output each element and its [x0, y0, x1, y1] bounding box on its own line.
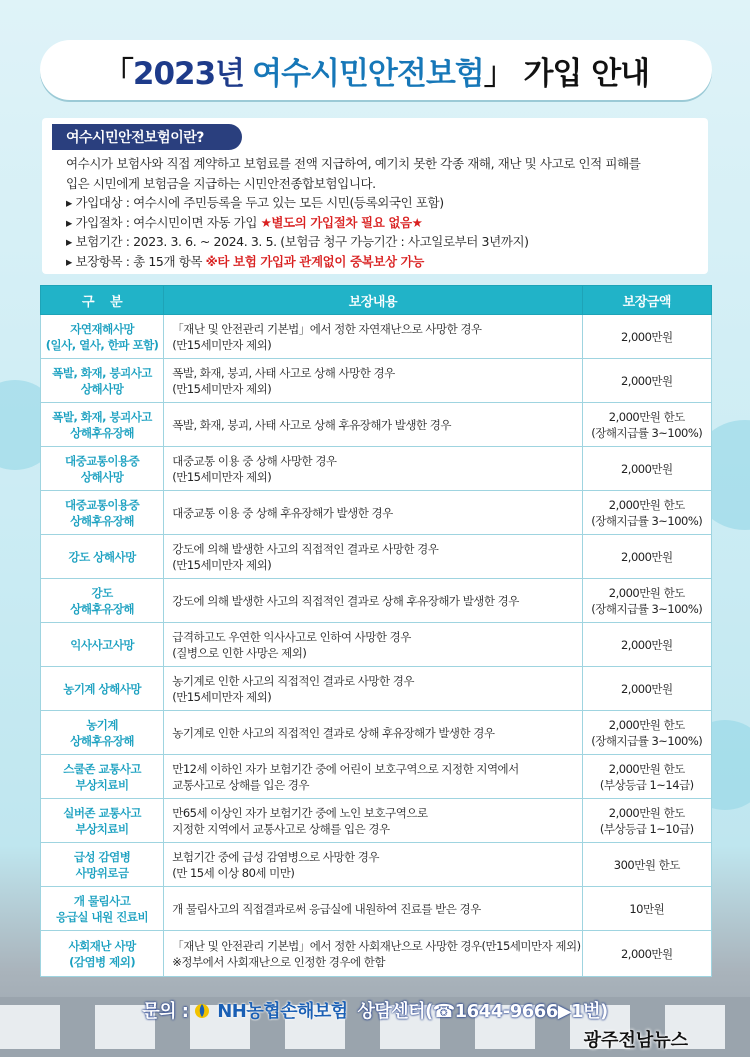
amount-cell-line: 2,000만원	[620, 681, 673, 696]
coverage-cell	[164, 799, 582, 843]
category-cell	[41, 755, 164, 799]
category-cell	[41, 843, 164, 887]
amount-cell-line: 2,000만원 한도	[608, 717, 685, 732]
table-row	[41, 799, 712, 843]
table-row	[41, 623, 712, 667]
category-cell-line: 응급실 내원 진료비	[56, 909, 149, 924]
category-cell-line: 상해후유장해	[70, 601, 134, 616]
coverage-cell-line: (만15세미만자 제외)	[172, 337, 272, 352]
category-cell-line: 상해사망	[80, 469, 124, 484]
coverage-cell	[164, 447, 582, 491]
category-cell	[41, 667, 164, 711]
category-cell	[41, 491, 164, 535]
intro-item-coverage	[66, 252, 702, 272]
amount-cell	[582, 667, 711, 711]
coverage-cell-line: 대중교통 이용 중 상해 후유장해가 발생한 경우	[172, 505, 393, 520]
category-cell	[41, 403, 164, 447]
coverage-cell	[164, 667, 582, 711]
coverage-cell	[164, 623, 582, 667]
table-row	[41, 403, 712, 447]
amount-cell-line: (부상등급 1~10급)	[599, 821, 694, 836]
category-cell-line: 대중교통이용중	[64, 453, 140, 468]
category-cell-line: 폭발, 화재, 붕괴사고	[52, 365, 152, 380]
intro-item-period: ▸ 보험기간 : 2023. 3. 6. ~ 2024. 3. 5. (보험금 청구 가능기간 : 사고일로부터 3년까지)	[66, 234, 529, 249]
amount-cell-line: 2,000만원	[620, 637, 673, 652]
coverage-cell	[164, 491, 582, 535]
table-row	[41, 711, 712, 755]
title-year: 2023년	[132, 55, 245, 92]
table-row	[41, 843, 712, 887]
category-cell-line: 사망위로금	[75, 865, 129, 880]
coverage-cell	[164, 931, 582, 977]
category-cell-line: 자연재해사망	[70, 321, 134, 336]
coverage-cell-line: 보험기간 중에 급성 감염병으로 사망한 경우	[172, 849, 379, 864]
coverage-cell-line: (만15세미만자 제외)	[172, 557, 272, 572]
coverage-cell-line: (질병으로 인한 사망은 제외)	[172, 645, 307, 660]
amount-cell-line: 2,000만원	[620, 946, 673, 961]
amount-cell	[582, 711, 711, 755]
amount-cell-line: 2,000만원	[620, 373, 673, 388]
intro-text	[66, 154, 702, 271]
amount-cell-line: 300만원 한도	[613, 857, 680, 872]
amount-cell-line: (장해지급률 3~100%)	[591, 425, 703, 440]
coverage-table	[40, 285, 712, 977]
coverage-cell	[164, 403, 582, 447]
coverage-cell-line: 교통사고로 상해를 입은 경우	[172, 777, 310, 792]
coverage-cell-line: 만12세 이하인 자가 보험기간 중에 어린이 보호구역으로 지정한 지역에서	[172, 761, 519, 776]
category-cell	[41, 711, 164, 755]
category-cell-line: 농기계 상해사망	[63, 681, 141, 696]
coverage-cell-line: 강도에 의해 발생한 사고의 직접적인 결과로 사망한 경우	[172, 541, 439, 556]
coverage-cell-line: 급격하고도 우연한 익사사고로 인하여 사망한 경우	[172, 629, 411, 644]
coverage-cell-line: 개 물림사고의 직접결과로써 응급실에 내원하여 진료를 받은 경우	[172, 901, 481, 916]
amount-cell	[582, 931, 711, 977]
title-open-bracket: 「	[102, 55, 133, 92]
category-cell	[41, 887, 164, 931]
amount-cell	[582, 887, 711, 931]
coverage-cell	[164, 887, 582, 931]
category-cell-line: 대중교통이용중	[64, 497, 140, 512]
title-program-name: 여수시민안전보험	[252, 55, 484, 92]
amount-cell	[582, 403, 711, 447]
category-cell	[41, 799, 164, 843]
amount-cell	[582, 491, 711, 535]
coverage-cell	[164, 579, 582, 623]
column-header-coverage: 보장내용	[164, 286, 582, 315]
amount-cell	[582, 359, 711, 403]
amount-cell-line: (부상등급 1~14급)	[599, 777, 694, 792]
coverage-cell-line: 강도에 의해 발생한 사고의 직접적인 결과로 상해 후유장해가 발생한 경우	[172, 593, 519, 608]
coverage-cell-line: (만15세미만자 제외)	[172, 381, 272, 396]
intro-description-line: 입은 시민에게 보험금을 지급하는 시민안전종합보험입니다.	[66, 175, 376, 191]
category-cell-line: 사회재난 사망	[68, 938, 136, 953]
intro-description-line: 여수시가 보험사와 직접 계약하고 보험료를 전액 지급하여, 예기치 못한 각종 재해, 재난 및 사고로 인적 피해를	[66, 156, 641, 171]
coverage-table-body	[41, 315, 712, 977]
category-cell-line: 상해후유장해	[70, 425, 134, 440]
category-cell-line: 상해후유장해	[70, 733, 134, 748]
category-cell-line: 농기계	[86, 717, 119, 732]
category-cell-line: 부상치료비	[75, 821, 129, 836]
coverage-cell-line: 폭발, 화재, 붕괴, 사태 사고로 상해 후유장해가 발생한 경우	[172, 417, 451, 432]
category-cell-line: 상해후유장해	[70, 513, 134, 528]
amount-cell	[582, 623, 711, 667]
table-row	[41, 887, 712, 931]
coverage-cell-line: 「재난 및 안전관리 기본법」에서 정한 자연재난으로 사망한 경우	[172, 321, 482, 336]
category-cell	[41, 535, 164, 579]
intro-item-procedure	[66, 213, 702, 233]
category-cell	[41, 623, 164, 667]
category-cell-line: 상해사망	[80, 381, 124, 396]
amount-cell-line: 2,000만원	[620, 549, 673, 564]
category-cell-line: 폭발, 화재, 붕괴사고	[52, 409, 152, 424]
amount-cell	[582, 535, 711, 579]
coverage-cell-line: (만 15세 이상 80세 미만)	[172, 865, 295, 880]
column-header-amount: 보장금액	[582, 286, 711, 315]
nh-logo-icon	[194, 1001, 210, 1019]
title-close-bracket: 」	[483, 55, 514, 92]
amount-cell	[582, 579, 711, 623]
amount-cell-line: 2,000만원 한도	[608, 805, 685, 820]
title-suffix: 가입 안내	[513, 55, 650, 92]
page-title	[40, 40, 712, 100]
category-cell-line: 강도 상해사망	[68, 549, 136, 564]
category-cell-line: 급성 감염병	[73, 849, 131, 864]
category-cell	[41, 931, 164, 977]
category-cell	[41, 579, 164, 623]
table-header-row	[41, 286, 712, 315]
category-cell	[41, 359, 164, 403]
category-cell-line: 강도	[91, 585, 113, 600]
contact-number: 상담센터(☎1644-9666▶1번)	[351, 1001, 608, 1022]
amount-cell-line: 2,000만원 한도	[608, 497, 685, 512]
table-row	[41, 667, 712, 711]
coverage-cell-line: (만15세미만자 제외)	[172, 689, 272, 704]
coverage-cell	[164, 843, 582, 887]
coverage-cell	[164, 711, 582, 755]
table-row	[41, 931, 712, 977]
intro-item-procedure-text: ▸ 가입절차 : 여수시민이면 자동 가입	[66, 214, 261, 230]
category-cell-line: 익사사고사망	[70, 637, 134, 652]
coverage-cell	[164, 315, 582, 359]
intro-heading: 여수시민안전보험이란?	[52, 124, 242, 150]
table-row	[41, 579, 712, 623]
amount-cell-line: (장해지급률 3~100%)	[591, 513, 703, 528]
category-cell	[41, 315, 164, 359]
category-cell	[41, 447, 164, 491]
coverage-cell	[164, 755, 582, 799]
table-row	[41, 535, 712, 579]
amount-cell-line: 10만원	[629, 901, 665, 916]
category-cell-line: 개 물림사고	[73, 893, 131, 908]
contact-footer	[0, 990, 750, 1030]
intro-item-coverage-text: ▸ 보장항목 : 총 15개 항목	[66, 253, 206, 269]
coverage-cell-line: 만65세 이상인 자가 보험기간 중에 노인 보호구역으로	[172, 805, 428, 820]
contact-label: 문의 :	[142, 1001, 195, 1022]
amount-cell-line: 2,000만원 한도	[608, 761, 685, 776]
table-row	[41, 491, 712, 535]
coverage-cell-line: 농기계로 인한 사고의 직접적인 결과로 사망한 경우	[172, 673, 414, 688]
category-cell-line: (감염병 제외)	[69, 954, 136, 969]
table-row	[41, 359, 712, 403]
amount-cell-line: 2,000만원 한도	[608, 585, 685, 600]
category-cell-line: 실버존 교통사고	[63, 805, 141, 820]
coverage-cell-line: 폭발, 화재, 붕괴, 사태 사고로 상해 사망한 경우	[172, 365, 395, 380]
coverage-cell-line: 대중교통 이용 중 상해 사망한 경우	[172, 453, 337, 468]
table-row	[41, 447, 712, 491]
amount-cell-line: (장해지급률 3~100%)	[591, 601, 703, 616]
amount-cell	[582, 447, 711, 491]
category-cell-line: 부상치료비	[75, 777, 129, 792]
coverage-cell	[164, 535, 582, 579]
column-header-category: 구 분	[41, 286, 164, 315]
table-row	[41, 315, 712, 359]
coverage-cell-line: ※정부에서 사회재난으로 인정한 경우에 한함	[172, 954, 385, 969]
intro-item-coverage-note: ※타 보험 가입과 관계없이 중복보상 가능	[205, 253, 424, 269]
amount-cell	[582, 843, 711, 887]
coverage-cell-line: 지정한 지역에서 교통사고로 상해를 입은 경우	[172, 821, 390, 836]
coverage-cell	[164, 359, 582, 403]
intro-item-procedure-note: ★별도의 가입절차 필요 없음★	[260, 214, 423, 230]
amount-cell-line: (장해지급률 3~100%)	[591, 733, 703, 748]
amount-cell	[582, 799, 711, 843]
amount-cell	[582, 315, 711, 359]
amount-cell	[582, 755, 711, 799]
amount-cell-line: 2,000만원	[620, 461, 673, 476]
insurer-brand: NH농협손해보험	[217, 1001, 348, 1022]
publisher-watermark: 광주전남뉴스	[583, 1030, 688, 1051]
coverage-cell-line: (만15세미만자 제외)	[172, 469, 272, 484]
coverage-cell-line: 농기계로 인한 사고의 직접적인 결과로 상해 후유장해가 발생한 경우	[172, 725, 495, 740]
category-cell-line: (일사, 열사, 한파 포함)	[45, 337, 159, 352]
table-row	[41, 755, 712, 799]
amount-cell-line: 2,000만원 한도	[608, 409, 685, 424]
category-cell-line: 스쿨존 교통사고	[63, 761, 141, 776]
intro-item-eligibility: ▸ 가입대상 : 여수시에 주민등록을 두고 있는 모든 시민(등록외국인 포함)	[66, 195, 444, 210]
coverage-cell-line: 「재난 및 안전관리 기본법」에서 정한 사회재난으로 사망한 경우(만15세미만자 제외)	[172, 938, 581, 953]
amount-cell-line: 2,000만원	[620, 329, 673, 344]
